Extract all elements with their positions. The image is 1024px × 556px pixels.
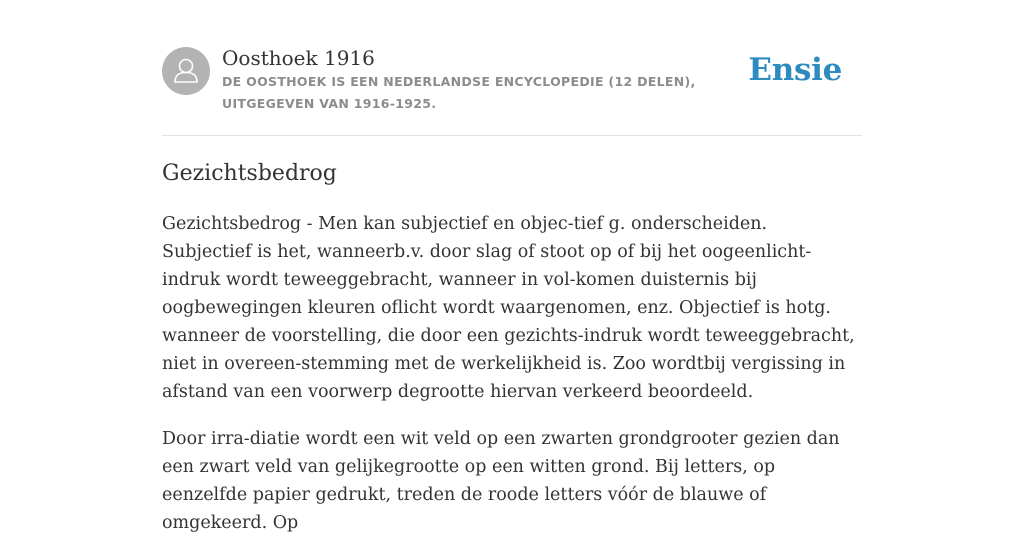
article-title: Gezichtsbedrog — [162, 161, 337, 186]
user-avatar-icon-glyph — [162, 47, 210, 95]
article-paragraph: Door irra-diatie wordt een wit veld op een zwarten grondgrooter gezien dan een zwart veld van gelijkegrootte op een witten grond. Bij letters, op eenzelfde papier gedrukt, treden de roode letters vóór de blauwe of omgekeerd. Op — [162, 429, 840, 533]
source-info — [222, 46, 762, 115]
article-paragraph: Gezichtsbedrog - Men kan subjectief en objec-tief g. onderscheiden. Subjectief is het, wanneerb.v. door slag of stoot op of bij het oogeenlicht-indruk wordt teweeggebracht, wanneer in vol-komen duisternis bij oogbewegingen kleuren oflicht wordt waargenomen, enz. Objectief is hotg. wanneer de voorstelling, die door een gezichts-indruk wordt teweeggebracht, niet in overeen-stemming met de werkelijkheid is. Zoo wordtbij vergissing in afstand van een voorwerp degrootte hiervan verkeerd beoordeeld. — [162, 214, 855, 402]
article — [162, 158, 862, 556]
ensie-logo[interactable]: Ensie — [748, 52, 842, 88]
source-title[interactable]: Oosthoek 1916 — [222, 46, 375, 70]
header-divider — [162, 135, 862, 136]
source-description: DE OOSTHOEK IS EEN NEDERLANDSE ENCYCLOPEDIE (12 DELEN), UITGEGEVEN VAN 1916-1925. — [222, 74, 696, 111]
source-header — [162, 46, 862, 136]
user-avatar-icon[interactable] — [162, 47, 210, 95]
